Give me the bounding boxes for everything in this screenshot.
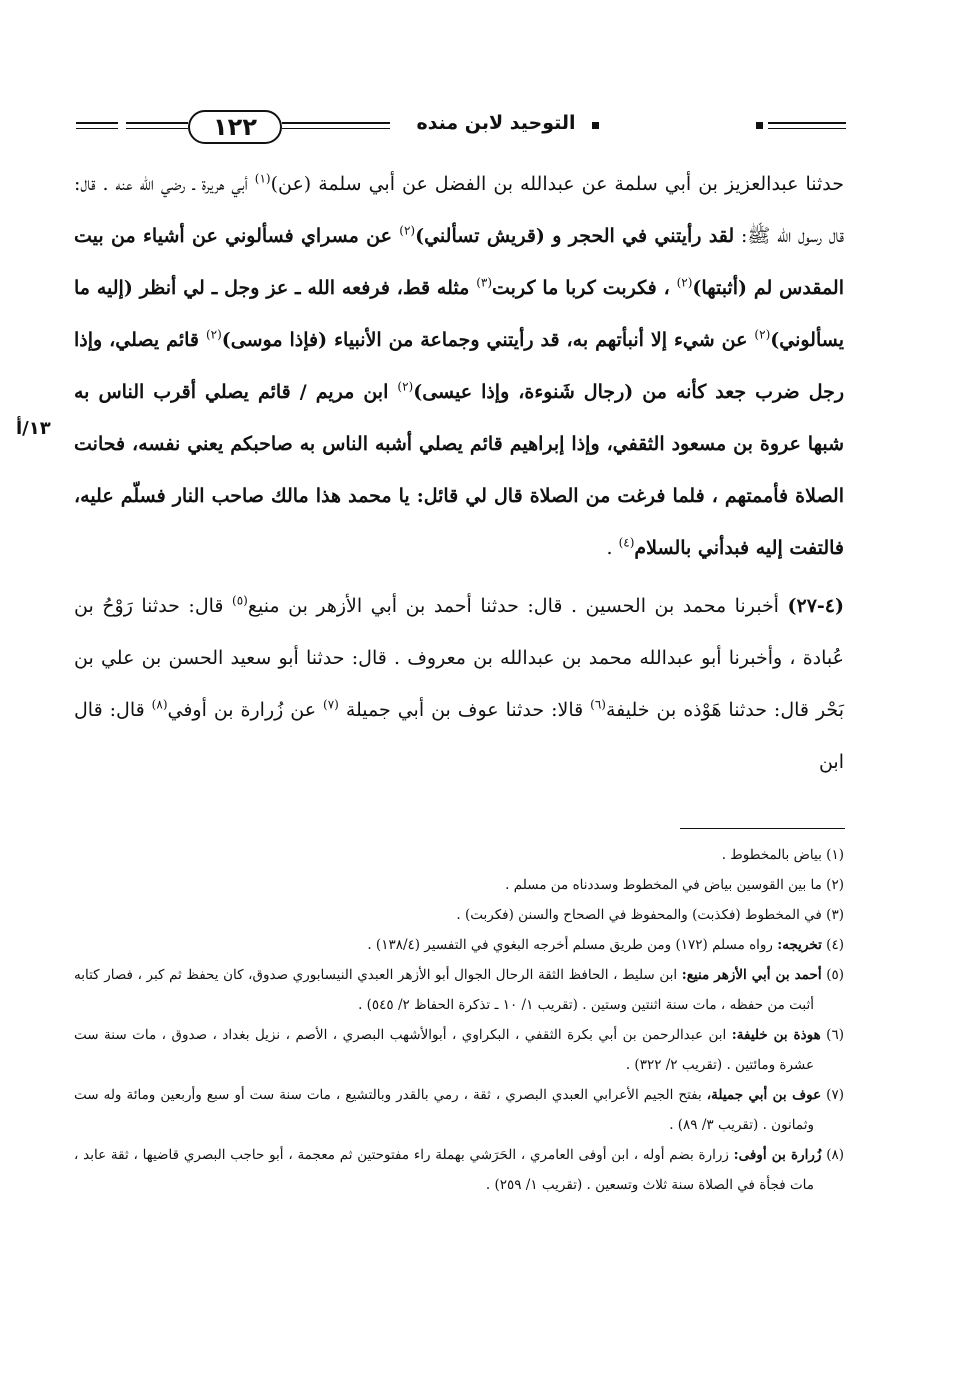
footnotes: [74, 840, 844, 1200]
header-rule: [76, 122, 118, 124]
footnote-ref: (١): [254, 171, 271, 186]
footnote: (٥) أحمد بن أبي الأزهر منيع: ابن سليط ، الحافظ الثقة الرحال الجوال أبو الأزهر العبدي النيسابوري صدوق، كان يحفظ ثم كبر ، فصار كتابه أثبت من حفظه ، مات سنة اثنتين وستين . (تقريب ١/ ١٠ ـ تذكرة الحفاظ ٢/ ٥٤٥) .: [74, 967, 845, 1013]
footnote-ref: (٣): [476, 275, 493, 290]
footnote-separator: [680, 828, 845, 829]
footnote-ref: (٢): [676, 275, 693, 290]
header-rule: [768, 122, 846, 124]
header-rule: [126, 128, 188, 129]
book-title: التوحيد لابن منده: [416, 112, 576, 134]
header-square: [756, 122, 763, 129]
footnote: (٦) هوذة بن خليفة: ابن عبدالرحمن بن أبي بكرة الثقفي ، البكراوي ، أبوالأشهب البصري ، الأصم ، نزيل بغداد ، صدوق ، مات سنة ست عشرة ومائتين . (تقريب ٢/ ٣٢٢) .: [74, 1027, 844, 1073]
page-number: ١٢٢: [188, 110, 282, 144]
footnote-ref: (٢): [205, 327, 222, 342]
footnote: (٧) عوف بن أبي جميلة، بفتح الجيم الأعرابي العبدي البصري ، ثقة ، رمي بالقدر وبالتشيع ، مات سنة ست أو سبع وأربعين ومائة وله ست وثمانون . (تقريب ٣/ ٨٩) .: [74, 1087, 844, 1133]
page-header: [76, 104, 846, 148]
footnote-ref: (٢): [397, 379, 414, 394]
footnote-ref: (٢): [399, 223, 416, 238]
footnote-ref: (٤): [618, 535, 635, 550]
footnote-ref: (٦): [590, 697, 606, 712]
header-rule: [126, 122, 188, 124]
header-rule: [76, 128, 118, 129]
manuscript-folio-note: ١٣/أ: [16, 418, 51, 439]
header-rule: [768, 128, 846, 129]
hadith-paragraph: حدثنا عبدالعزيز بن أبي سلمة عن عبدالله بن الفضل عن أبي سلمة (عن)$^{(١)}$ أبي هريرة ـ رضي الله عنه . قال: قال رسول الله ﷺ: لقد رأيتني في الحجر و (قريش تسألني)$^{(٢)}$ عن مسراي فسألوني عن أشياء من بيت المقدس لم (أثبتها)$^{(٢)}$ ، فكربت كربا ما كربت$^{(٣)}$ مثله قط، فرفعه الله ـ عز وجل ـ لي أنظر (إليه ما يسألوني)$^{(٢)}$ عن شيء إلا أنبأتهم به، قد رأيتني وجماعة من الأنبياء (فإذا موسى)$^{(٢)}$ قائم يصلي، وإذا رجل ضرب جعد كأنه من (رجال شَنوءة، وإذا عيسى)$^{(٢)}$ ابن مريم / قائم يصلي أقرب الناس به شبها عروة بن مسعود الثقفي، وإذا إبراهيم قائم يصلي أشبه الناس به صاحبكم يعني نفسه، فحانت الصلاة فأممتهم ، فلما فرغت من الصلاة قال لي قائل: يا محمد هذا مالك صاحب النار فسلّم عليه، فالتفت إليه فبدأني بالسلام$^{(٤)}$ .: [74, 171, 845, 559]
footnote-ref: (٨): [151, 697, 168, 712]
footnote: (١) بياض بالمخطوط .: [721, 847, 844, 863]
footnote-ref: (٥): [232, 593, 248, 608]
hadith-paragraph: (٤-٢٧) أخبرنا محمد بن الحسين . قال: حدثنا أحمد بن أبي الأزهر بن منيع$^{(٥)}$ قال: حدثنا رَوْحُ بن عُبادة ، وأخبرنا أبو عبدالله محمد بن عبدالله بن معروف . قال: حدثنا أبو سعيد الحسن بن علي بن بَحْر قال: حدثنا هَوْذه بن خليفة$^{(٦)}$ قالا: حدثنا عوف بن أبي جميلة $^{(٧)}$ عن زُرارة بن أوفي$^{(٨)}$ قال: قال ابن: [74, 593, 845, 773]
header-rule: [282, 122, 390, 124]
footnote: (٢) ما بين القوسين بياض في المخطوط وسددناه من مسلم .: [505, 877, 844, 893]
main-text: [74, 158, 844, 788]
footnote-ref: (٧): [323, 697, 339, 712]
footnote: (٤) تخريجه: رواه مسلم (١٧٢) ومن طريق مسلم أخرجه البغوي في التفسير (١٣٨/٤) .: [367, 937, 844, 953]
header-rule: [282, 128, 390, 129]
footnote: (٣) في المخطوط (فكذبت) والمحفوظ في الصحاح والسنن (فكربت) .: [456, 907, 844, 923]
footnote: (٨) زُرارة بن أوفى: زرارة بضم أوله ، ابن أوفى العامري ، الحَرَشي بهملة راء مفتوحتين ثم معجمة ، أبو حاجب البصري قاضيها ، ثقة عابد ، مات فجأة في الصلاة سنة ثلاث وتسعين . (تقريب ١/ ٢٥٩) .: [74, 1147, 845, 1193]
hadith-number: (٤-٢٧): [787, 595, 845, 617]
footnote-ref: (٢): [754, 327, 771, 342]
